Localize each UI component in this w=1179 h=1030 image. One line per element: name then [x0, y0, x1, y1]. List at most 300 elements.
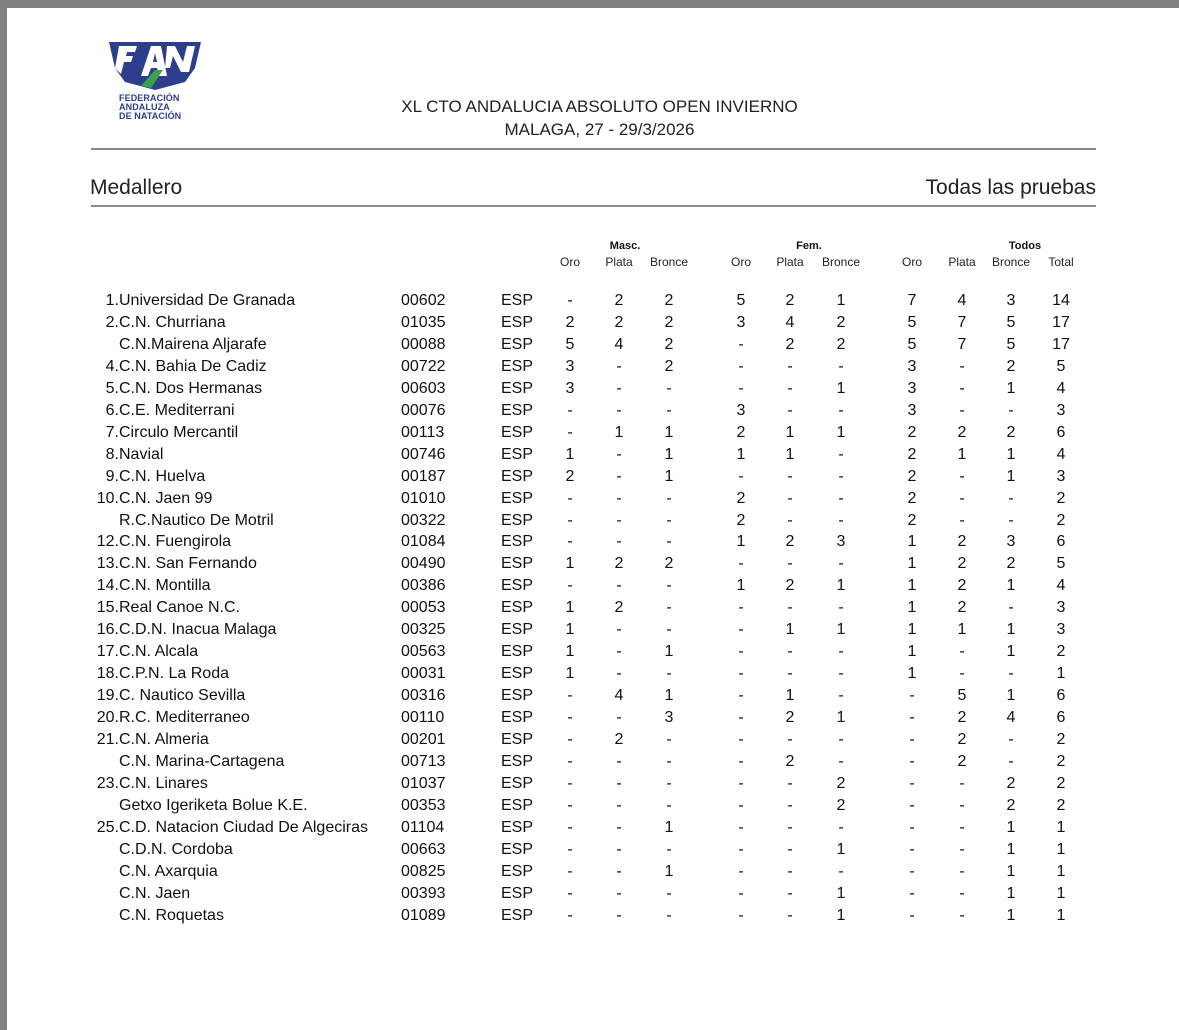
- medal-count: 1: [957, 445, 967, 463]
- group-masc: Masc.: [609, 240, 641, 252]
- medal-count: 4: [614, 335, 624, 353]
- club-code: 00746: [401, 445, 446, 463]
- medal-count: 2: [1006, 796, 1016, 814]
- medal-count: 1: [1006, 467, 1016, 485]
- medal-count: -: [567, 752, 573, 770]
- nationality: ESP: [501, 533, 534, 551]
- rank: 16.: [96, 621, 119, 639]
- logo-caption: [119, 94, 181, 121]
- medal-count: 3: [1056, 401, 1066, 419]
- medal-count: 2: [664, 313, 674, 331]
- medal-count: 6: [1056, 533, 1066, 551]
- nationality: ESP: [501, 357, 534, 375]
- medal-count: -: [787, 489, 793, 507]
- medal-count: -: [838, 401, 844, 419]
- club-name: C.N. Montilla: [119, 577, 211, 595]
- club-code: 01084: [401, 533, 446, 551]
- medal-count: -: [838, 687, 844, 705]
- column-header: Total: [1048, 255, 1074, 269]
- medal-count: -: [738, 379, 744, 397]
- medal-count: 1: [1056, 840, 1066, 858]
- medal-count: 2: [664, 555, 674, 573]
- medal-count: 2: [957, 599, 967, 617]
- medal-count: 1: [907, 665, 917, 683]
- medal-count: 2: [785, 335, 795, 353]
- column-header: Bronce: [649, 255, 689, 269]
- club-name: C.N. Jaen 99: [119, 489, 213, 507]
- rank: 10.: [96, 489, 119, 507]
- medal-count: -: [909, 774, 915, 792]
- club-name: C.N. Dos Hermanas: [119, 379, 263, 397]
- medal-count: 2: [836, 796, 846, 814]
- medal-count: 2: [565, 313, 575, 331]
- medal-count: -: [616, 752, 622, 770]
- table-row: [7, 577, 1179, 599]
- medal-count: 2: [836, 774, 846, 792]
- medal-count: -: [616, 862, 622, 880]
- column-header: Plata: [776, 255, 804, 269]
- medal-count: -: [666, 752, 672, 770]
- club-code: 01010: [401, 489, 446, 507]
- club-name: C.N. Almeria: [119, 731, 209, 748]
- rank: 18.: [96, 665, 119, 683]
- medal-count: -: [959, 401, 965, 419]
- medal-count: 1: [1006, 818, 1016, 836]
- rank: 6.: [105, 401, 119, 419]
- club-code: 00031: [401, 665, 446, 683]
- medal-count: -: [787, 643, 793, 661]
- table-row: [7, 402, 1179, 424]
- club-name: C.D. Natacion Ciudad De Algeciras: [119, 818, 369, 836]
- club-code: 00113: [401, 423, 445, 441]
- club-name: C.N. Axarquia: [119, 862, 218, 880]
- medal-count: 2: [836, 335, 846, 353]
- medal-count: -: [616, 884, 622, 902]
- meet-title-line1: XL CTO ANDALUCIA ABSOLUTO OPEN INVIERNO: [401, 97, 798, 116]
- medal-count: 4: [957, 292, 967, 309]
- rank: 19.: [96, 687, 119, 705]
- medal-count: -: [787, 665, 793, 683]
- medal-count: 2: [957, 577, 967, 595]
- medal-count: 1: [1006, 884, 1016, 902]
- medal-count: -: [909, 840, 915, 858]
- medal-count: -: [959, 796, 965, 814]
- table-row: [7, 555, 1179, 577]
- medal-count: 1: [836, 621, 846, 639]
- medal-count: 2: [614, 555, 624, 573]
- club-code: 00825: [401, 862, 446, 880]
- medal-count: -: [567, 423, 573, 441]
- medal-count: -: [567, 511, 573, 529]
- medal-count: -: [738, 621, 744, 639]
- medal-count: -: [666, 840, 672, 858]
- medal-count: -: [838, 862, 844, 880]
- medal-count: 2: [664, 335, 674, 353]
- section-scope: Todas las pruebas: [925, 176, 1096, 199]
- medal-count: 4: [1056, 379, 1066, 397]
- nationality: ESP: [501, 292, 534, 309]
- medal-count: -: [616, 709, 622, 727]
- nationality: ESP: [501, 796, 534, 814]
- medal-count: 17: [1052, 335, 1070, 353]
- medal-count: -: [838, 643, 844, 661]
- medal-count: 2: [907, 467, 917, 485]
- nationality: ESP: [501, 774, 534, 792]
- medal-count: 2: [1006, 555, 1016, 573]
- medal-count: -: [567, 401, 573, 419]
- medal-count: -: [666, 577, 672, 595]
- table-row: [7, 643, 1179, 665]
- medal-count: -: [959, 643, 965, 661]
- medal-count: 1: [664, 467, 674, 485]
- medal-count: 1: [565, 621, 575, 639]
- medal-count: 3: [736, 401, 746, 419]
- table-row: [7, 665, 1179, 687]
- medal-count: 1: [836, 709, 846, 727]
- club-name: C.N. Alcala: [119, 643, 199, 661]
- medal-count: -: [616, 357, 622, 375]
- medal-count: -: [567, 840, 573, 858]
- medal-count: -: [666, 489, 672, 507]
- nationality: ESP: [501, 379, 534, 397]
- medal-count: -: [616, 906, 622, 924]
- medal-count: 2: [957, 423, 967, 441]
- medal-count: 1: [907, 599, 917, 617]
- club-name: Navial: [119, 445, 164, 463]
- medal-count: -: [738, 796, 744, 814]
- nationality: ESP: [501, 709, 534, 727]
- medal-count: -: [787, 796, 793, 814]
- column-header: Plata: [605, 255, 633, 269]
- medal-count: 1: [664, 818, 674, 836]
- medal-count: 1: [1056, 818, 1066, 836]
- medal-count: -: [666, 884, 672, 902]
- table-row: [7, 819, 1179, 841]
- table-row: [7, 841, 1179, 863]
- club-code: 00353: [401, 796, 446, 814]
- medal-count: -: [666, 533, 672, 551]
- medal-count: 1: [1056, 906, 1066, 924]
- medal-count: 1: [785, 445, 795, 463]
- medal-count: -: [838, 752, 844, 770]
- medal-count: 1: [1006, 906, 1016, 924]
- medal-count: 3: [1056, 621, 1066, 639]
- medal-count: 5: [957, 687, 967, 705]
- medal-count: -: [738, 774, 744, 792]
- nationality: ESP: [501, 665, 534, 683]
- medal-count: 2: [614, 313, 624, 331]
- nationality: ESP: [501, 511, 534, 529]
- medal-count: -: [838, 555, 844, 573]
- logo-line: DE NATACIÓN: [119, 111, 182, 121]
- medal-count: 7: [957, 335, 967, 353]
- medal-count: -: [1008, 752, 1014, 770]
- medal-count: -: [909, 687, 915, 705]
- medal-count: -: [787, 357, 793, 375]
- medal-count: -: [567, 533, 573, 551]
- medal-count: -: [738, 840, 744, 858]
- medal-count: 4: [1056, 577, 1066, 595]
- nationality: ESP: [501, 555, 534, 573]
- medal-count: -: [738, 709, 744, 727]
- medal-count: 2: [785, 577, 795, 595]
- medal-count: 1: [1006, 445, 1016, 463]
- medal-count: 4: [1006, 709, 1016, 727]
- medal-count: -: [959, 379, 965, 397]
- medal-count: -: [738, 731, 744, 748]
- medal-count: 2: [957, 731, 967, 748]
- logo-line: FEDERACIÓN: [119, 93, 180, 103]
- medal-count: -: [1008, 665, 1014, 683]
- club-name: C.N. Churriana: [119, 313, 226, 331]
- club-code: 00393: [401, 884, 446, 902]
- medal-count: -: [738, 862, 744, 880]
- medal-count: -: [1008, 401, 1014, 419]
- medal-count: -: [787, 906, 793, 924]
- medal-count: -: [959, 467, 965, 485]
- table-row: [7, 621, 1179, 643]
- nationality: ESP: [501, 862, 534, 880]
- medal-count: 3: [736, 313, 746, 331]
- nationality: ESP: [501, 445, 534, 463]
- medal-count: 2: [1006, 357, 1016, 375]
- medal-count: -: [666, 511, 672, 529]
- medal-count: -: [787, 774, 793, 792]
- nationality: ESP: [501, 643, 534, 661]
- medal-count: 2: [907, 511, 917, 529]
- medal-count: -: [787, 401, 793, 419]
- medal-count: -: [666, 774, 672, 792]
- medal-count: 3: [1006, 292, 1016, 309]
- medal-count: 1: [1056, 665, 1066, 683]
- medal-count: -: [616, 445, 622, 463]
- medal-count: 3: [1056, 599, 1066, 617]
- nationality: ESP: [501, 467, 534, 485]
- medal-count: -: [909, 709, 915, 727]
- medal-count: -: [616, 511, 622, 529]
- medal-count: 1: [907, 643, 917, 661]
- medal-count: 1: [836, 884, 846, 902]
- medal-count: -: [738, 906, 744, 924]
- table-row: [7, 336, 1179, 358]
- medal-count: -: [666, 906, 672, 924]
- column-header: Oro: [730, 255, 751, 269]
- table-row: [7, 731, 1179, 753]
- meet-title: [307, 95, 892, 141]
- medal-count: -: [616, 665, 622, 683]
- medal-count: 1: [664, 643, 674, 661]
- medal-count: -: [666, 379, 672, 397]
- rank: 15.: [96, 599, 119, 617]
- medal-count: -: [838, 665, 844, 683]
- medal-count: 17: [1052, 313, 1070, 331]
- fan-logo-icon: [105, 38, 205, 138]
- medal-count: 2: [1056, 731, 1066, 748]
- medal-count: 1: [1056, 884, 1066, 902]
- medal-count: 3: [565, 379, 575, 397]
- medal-count: 1: [907, 577, 917, 595]
- medal-count: -: [838, 445, 844, 463]
- medal-count: -: [616, 840, 622, 858]
- club-name: Circulo Mercantil: [119, 423, 239, 441]
- club-code: 00490: [401, 555, 446, 573]
- medal-count: 2: [907, 489, 917, 507]
- table-row: [7, 380, 1179, 402]
- medal-count: 2: [957, 709, 967, 727]
- medal-count: -: [616, 379, 622, 397]
- medal-count: -: [787, 818, 793, 836]
- medal-count: 3: [565, 357, 575, 375]
- medal-count: 2: [785, 709, 795, 727]
- medal-count: 4: [1056, 445, 1066, 463]
- medal-count: -: [738, 687, 744, 705]
- medal-count: 1: [836, 423, 846, 441]
- medal-count: 2: [785, 752, 795, 770]
- column-header: Oro: [559, 255, 580, 269]
- medal-count: -: [666, 599, 672, 617]
- medal-count: -: [959, 906, 965, 924]
- club-code: 00322: [401, 511, 446, 529]
- medal-count: 2: [1056, 489, 1066, 507]
- club-code: 00602: [401, 292, 446, 309]
- medal-count: -: [616, 489, 622, 507]
- medal-count: 1: [1056, 862, 1066, 880]
- club-code: 00076: [401, 401, 446, 419]
- medal-count: -: [838, 357, 844, 375]
- medal-count: 5: [565, 335, 575, 353]
- club-name: Real Canoe N.C.: [119, 599, 240, 617]
- medal-count: -: [567, 796, 573, 814]
- medal-count: 2: [1056, 774, 1066, 792]
- medal-count: -: [909, 906, 915, 924]
- medal-count: -: [1008, 489, 1014, 507]
- medal-count: 1: [736, 445, 746, 463]
- medal-count: -: [738, 599, 744, 617]
- medal-count: 6: [1056, 687, 1066, 705]
- header-divider: [91, 148, 1096, 150]
- medal-count: -: [838, 818, 844, 836]
- medal-count: 1: [1006, 621, 1016, 639]
- club-name: C.N. Huelva: [119, 467, 206, 485]
- table-row: [7, 907, 1179, 929]
- club-code: 00053: [401, 599, 446, 617]
- table-row: [7, 533, 1179, 555]
- medal-count: -: [567, 906, 573, 924]
- medal-count: 1: [836, 577, 846, 595]
- medal-count: -: [738, 335, 744, 353]
- medal-count: -: [909, 818, 915, 836]
- club-name: C. Nautico Sevilla: [119, 687, 246, 705]
- table-row: [7, 885, 1179, 907]
- medal-count: 1: [565, 445, 575, 463]
- nationality: ESP: [501, 335, 534, 353]
- table-row: [7, 512, 1179, 534]
- medal-count: -: [909, 752, 915, 770]
- medal-count: -: [959, 489, 965, 507]
- medal-count: 3: [1056, 467, 1066, 485]
- club-name: R.C. Mediterraneo: [119, 709, 250, 727]
- club-code: 00316: [401, 687, 446, 705]
- medal-count: -: [666, 796, 672, 814]
- club-name: Universidad De Granada: [119, 292, 296, 309]
- club-code: 00663: [401, 840, 446, 858]
- medal-count: 4: [614, 687, 624, 705]
- medal-count: 1: [836, 906, 846, 924]
- rank: 14.: [96, 577, 119, 595]
- medal-count: 2: [1056, 752, 1066, 770]
- table-row: [7, 468, 1179, 490]
- club-name: C.N. Jaen: [119, 884, 191, 902]
- medal-count: 1: [664, 445, 674, 463]
- medal-count: 1: [664, 687, 674, 705]
- medal-count: 1: [836, 379, 846, 397]
- medal-count: -: [738, 884, 744, 902]
- medal-count: 1: [785, 621, 795, 639]
- medal-count: -: [567, 577, 573, 595]
- medal-count: -: [616, 774, 622, 792]
- medal-count: 2: [907, 445, 917, 463]
- nationality: ESP: [501, 577, 534, 595]
- medal-count: 6: [1056, 709, 1066, 727]
- rank: 4.: [105, 357, 119, 375]
- medal-count: -: [666, 621, 672, 639]
- medal-count: -: [738, 467, 744, 485]
- club-code: 01037: [401, 774, 446, 792]
- medal-count: -: [838, 731, 844, 748]
- rank: 2.: [105, 313, 119, 331]
- club-name: C.P.N. La Roda: [119, 665, 229, 683]
- nationality: ESP: [501, 423, 534, 441]
- medal-count: 7: [907, 292, 917, 309]
- club-code: 00722: [401, 357, 446, 375]
- rank: 1.: [105, 292, 119, 309]
- nationality: ESP: [501, 906, 534, 924]
- column-header: Plata: [948, 255, 976, 269]
- medal-count: -: [616, 643, 622, 661]
- medal-count: -: [567, 489, 573, 507]
- club-name: C.N. Roquetas: [119, 906, 224, 924]
- medal-count: -: [909, 796, 915, 814]
- medal-count: 2: [1056, 643, 1066, 661]
- medal-count: -: [567, 292, 573, 309]
- club-code: 00325: [401, 621, 446, 639]
- medal-count: 5: [1006, 335, 1016, 353]
- medal-count: 2: [664, 357, 674, 375]
- medal-count: 1: [736, 533, 746, 551]
- medal-count: -: [567, 774, 573, 792]
- table-row: [7, 358, 1179, 380]
- medal-count: 1: [1006, 379, 1016, 397]
- medal-count: 1: [565, 643, 575, 661]
- rank: 9.: [105, 467, 119, 485]
- medal-count: -: [567, 884, 573, 902]
- club-name: C.D.N. Inacua Malaga: [119, 621, 277, 639]
- medal-count: 1: [957, 621, 967, 639]
- medal-count: -: [738, 643, 744, 661]
- medal-count: 5: [1006, 313, 1016, 331]
- rank: 8.: [105, 445, 119, 463]
- group-fem: Fem.: [796, 240, 822, 252]
- club-code: 00563: [401, 643, 446, 661]
- group-todos: Todos: [1008, 240, 1042, 252]
- club-code: 01089: [401, 906, 446, 924]
- medal-count: -: [959, 818, 965, 836]
- club-name: C.N. Fuengirola: [119, 533, 232, 551]
- club-name: C.N.Mairena Aljarafe: [119, 335, 267, 353]
- club-code: 00713: [401, 752, 446, 770]
- medal-count: -: [959, 357, 965, 375]
- section-divider: [91, 205, 1096, 207]
